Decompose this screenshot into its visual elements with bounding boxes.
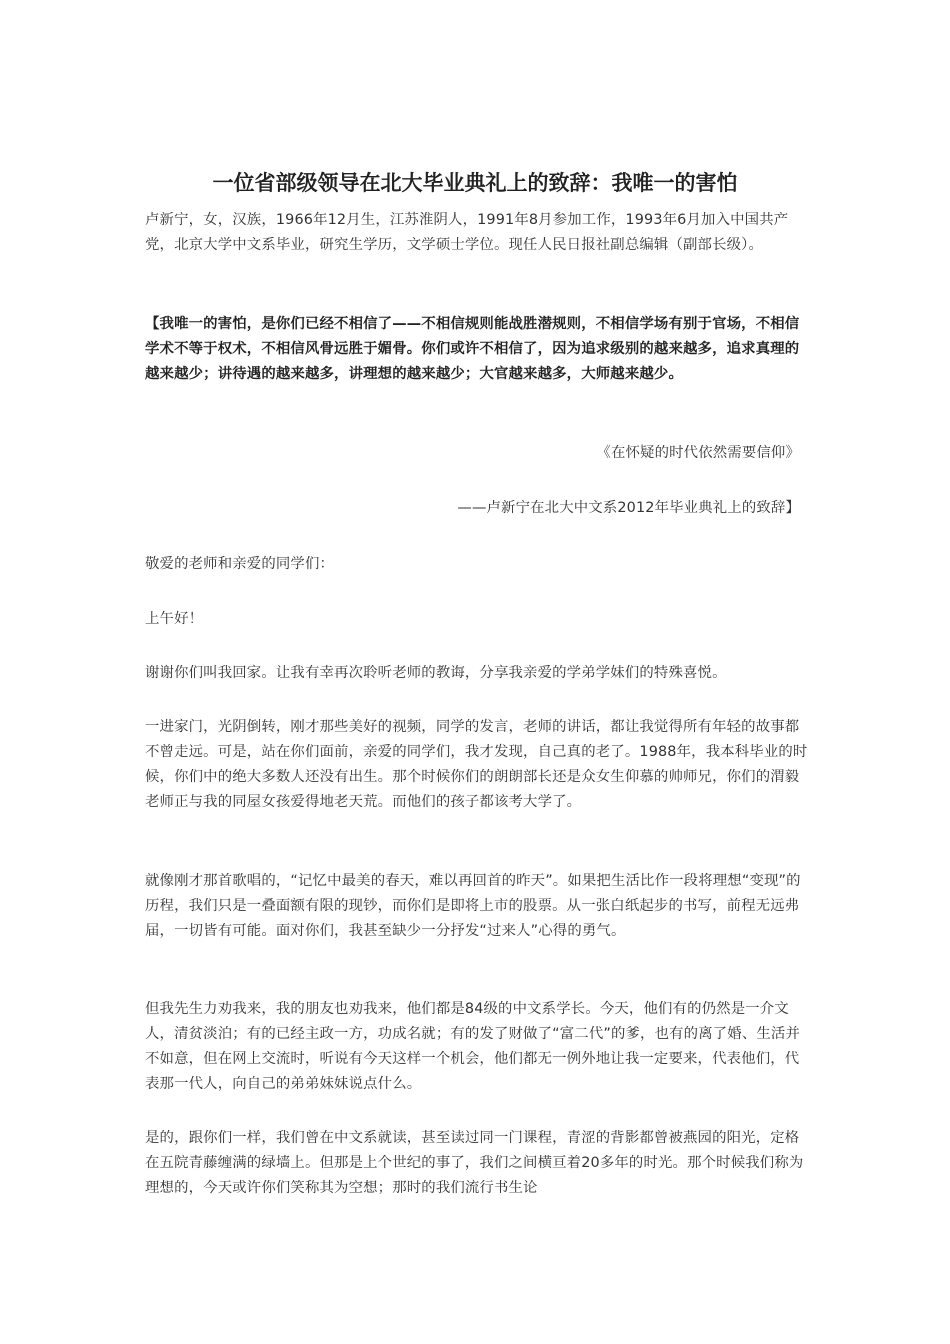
highlight-quote: 【我唯一的害怕，是你们已经不相信了——不相信规则能战胜潜规则，不相信学场有别于官场，不相信学术不等于权术，不相信风骨远胜于媚骨。你们或许不相信了，因为追求级别的越来越多，追求真理的越来越少；讲待遇的越来越多，讲理想的越来越少；大官越来越多，大师越来越少。 (145, 316, 800, 382)
quote-source-author: ——卢新宁在北大中文系2012年毕业典礼上的致辞】 (457, 500, 800, 516)
quote-source-title: 《在怀疑的时代依然需要信仰》 (596, 445, 800, 461)
author-bio: 卢新宁，女，汉族，1966年12月生，江苏淮阴人，1991年8月参加工作，1993年6月加入中国共产党，北京大学中文系毕业，研究生学历，文学硕士学位。现任人民日报社副总编辑（副部长级）。 (145, 212, 789, 253)
body-paragraph: 一进家门，光阴倒转，刚才那些美好的视频，同学的发言，老师的讲话，都让我觉得所有年轻的故事都不曾走远。可是，站在你们面前，亲爱的同学们，我才发现，自己真的老了。1988年，我本科毕业的时候，你们中的绝大多数人还没有出生。那个时候你们的朗朗部长还是众女生仰慕的帅师兄，你们的渭毅老师正与我的同屋女孩爱得地老天荒。而他们的孩子都该考大学了。 (145, 719, 808, 810)
salutation: 敬爱的老师和亲爱的同学们： (145, 556, 335, 572)
body-paragraph: 就像刚才那首歌唱的，“记忆中最美的春天，难以再回首的昨天”。如果把生活比作一段将理想“变现”的历程，我们只是一叠面额有限的现钞，而你们是即将上市的股票。从一张白纸起步的书写，前程无远弗届，一切皆有可能。面对你们，我甚至缺少一分抒发“过来人”心得的勇气。 (145, 873, 801, 939)
body-paragraph: 是的，跟你们一样，我们曾在中文系就读，甚至读过同一门课程，青涩的背影都曾被燕园的阳光，定格在五院青藤缠满的绿墙上。但那是上个世纪的事了，我们之间横亘着20多年的时光。那个时候我们称为理想的，今天或许你们笑称其为空想；那时的我们流行书生论 (145, 1130, 804, 1196)
body-paragraph: 谢谢你们叫我回家。让我有幸再次聆听老师的教诲，分享我亲爱的学弟学妹们的特殊喜悦。 (145, 665, 727, 681)
greeting: 上午好！ (145, 611, 204, 627)
body-paragraph: 但我先生力劝我来，我的朋友也劝我来，他们都是84级的中文系学长。今天，他们有的仍然是一介文人，清贫淡泊；有的已经主政一方，功成名就；有的发了财做了“富二代”的爹，也有的离了婚、生活并不如意，但在网上交流时，听说有今天这样一个机会，他们都无一例外地让我一定要来，代表他们，代表那一代人，向自己的弟弟妹妹说点什么。 (145, 1001, 801, 1092)
article-title: 一位省部级领导在北大毕业典礼上的致辞：我唯一的害怕 (212, 171, 738, 195)
